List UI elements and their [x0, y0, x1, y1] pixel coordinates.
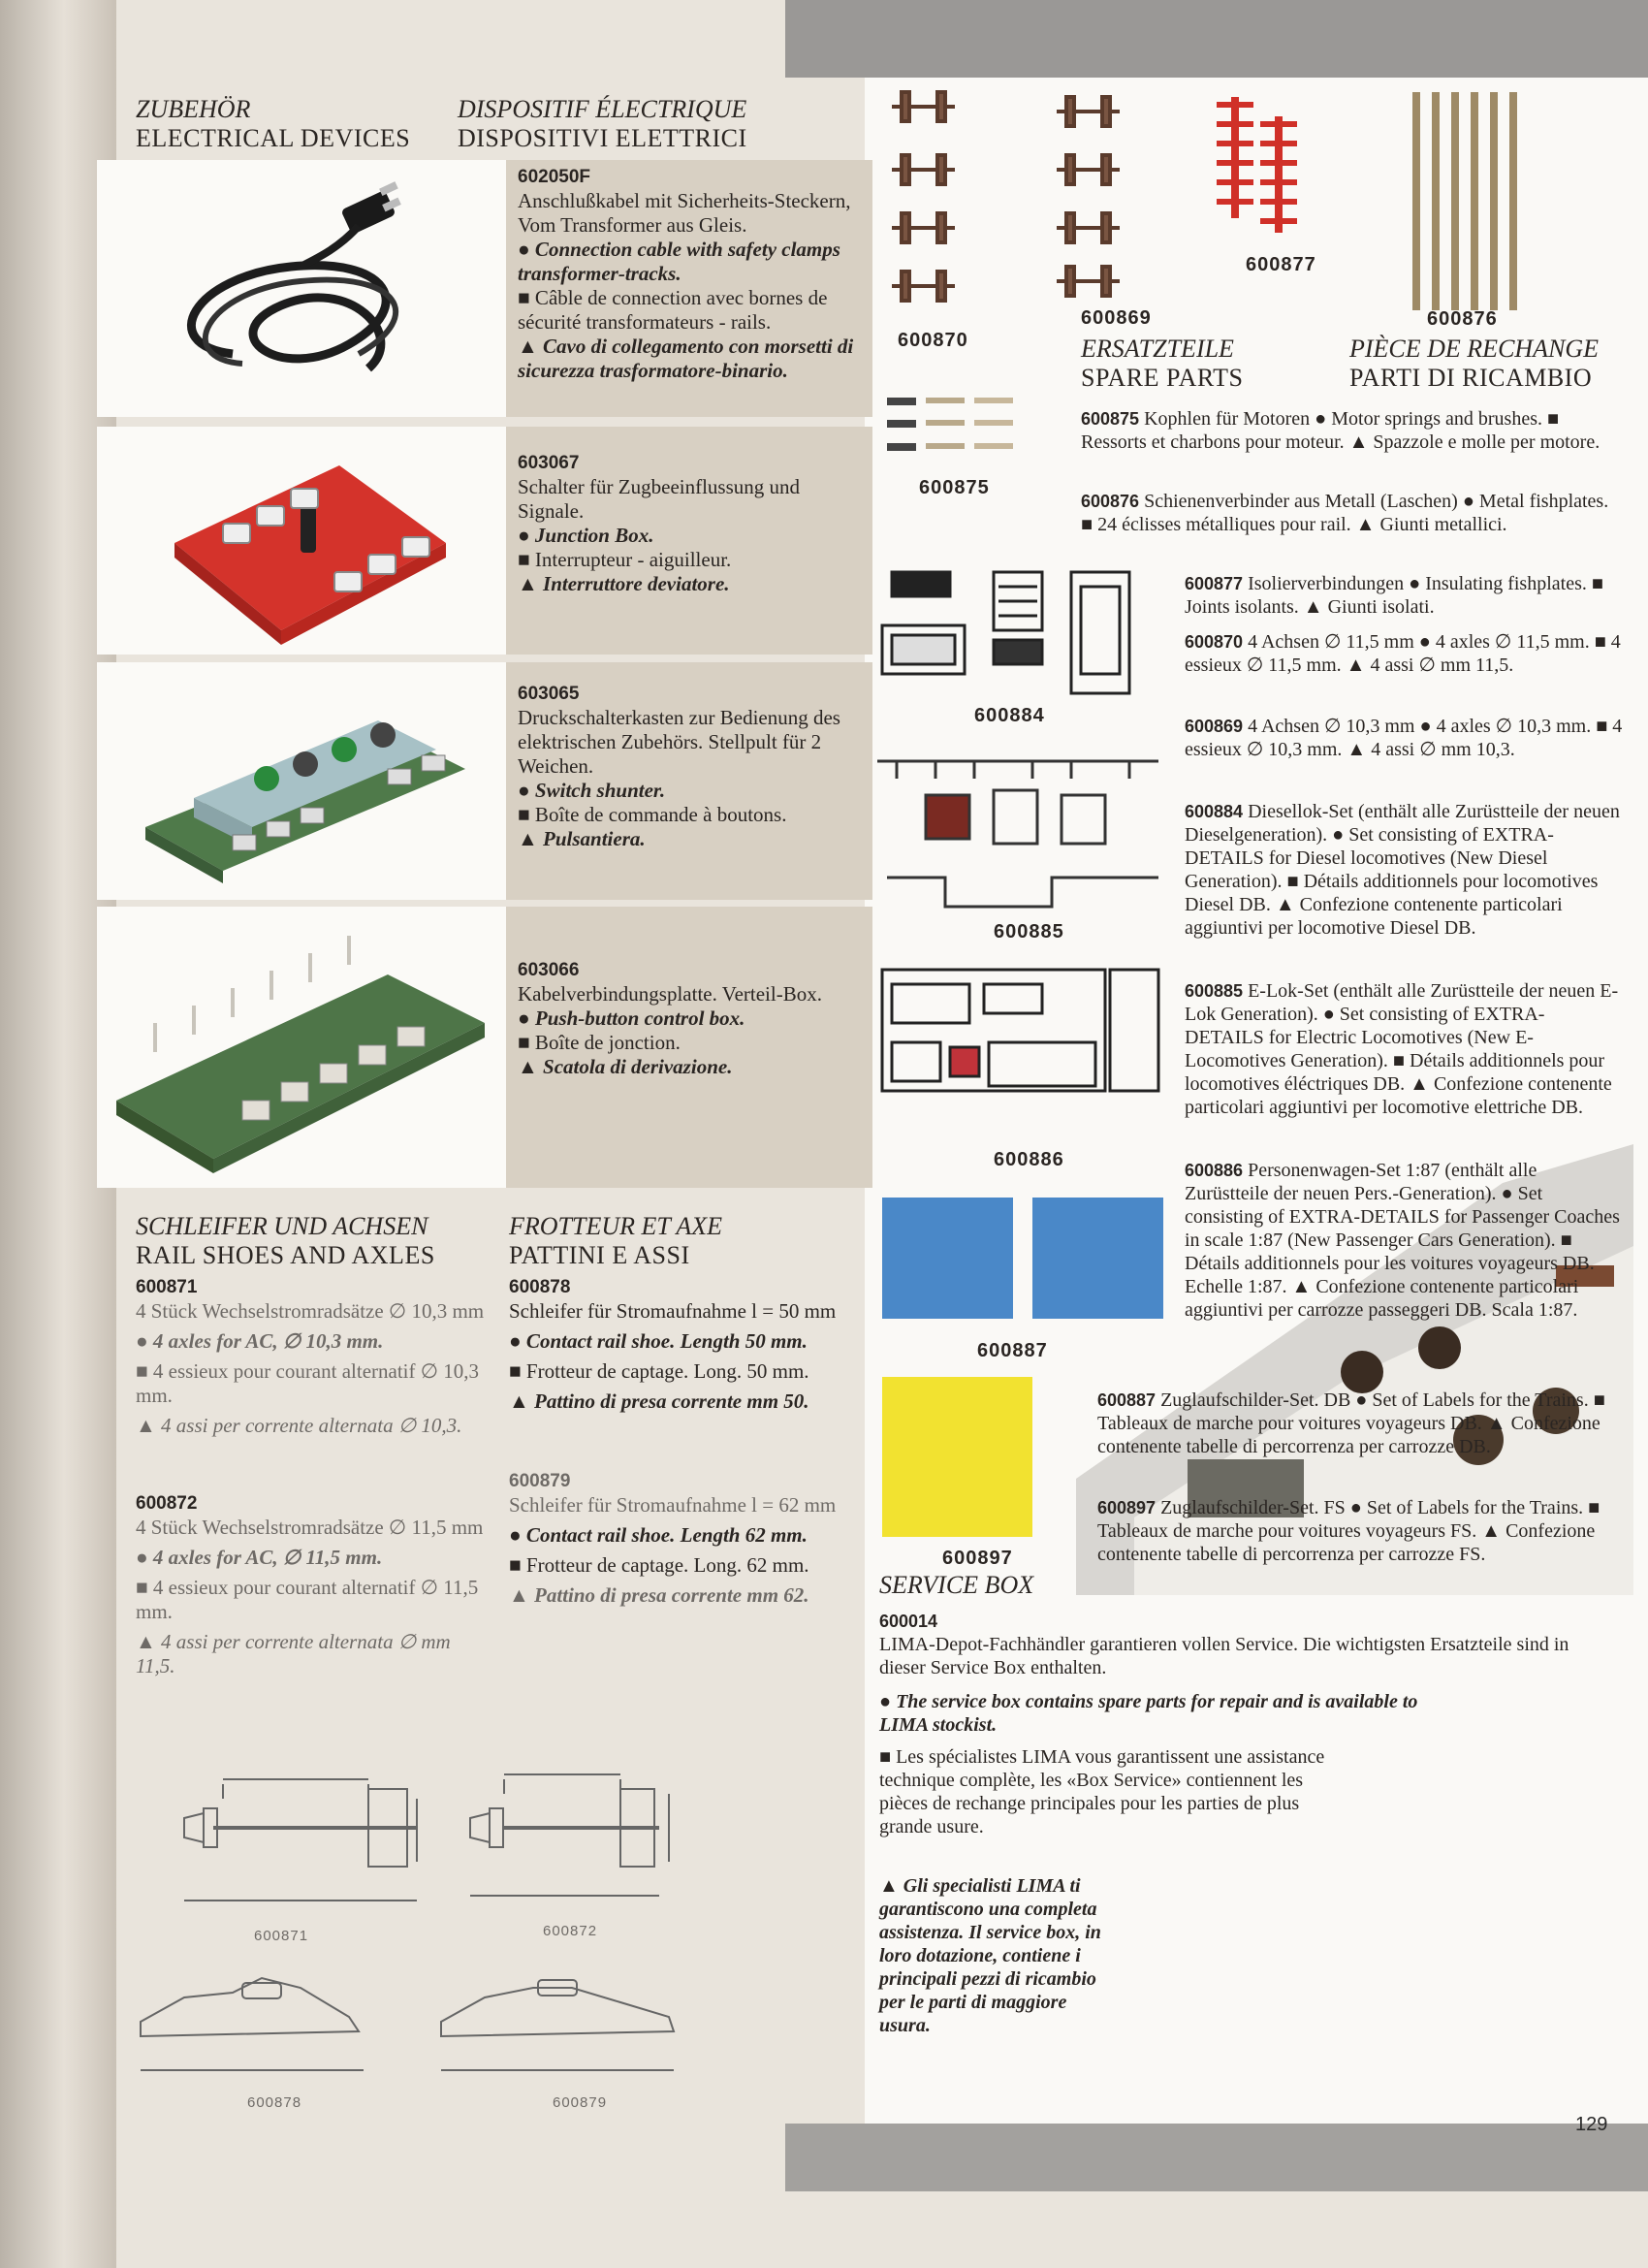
rail-shoe-drawing-600878: [141, 1978, 364, 2070]
top-grey-band: [785, 0, 1648, 78]
spare-entry-600876: 600876 Schienenverbinder aus Metall (Laschen) ● Metal fishplates. ■ 24 éclisses métalliques pour rail. ▲ Giunti metallici.: [1081, 491, 1609, 535]
junction-box-image: [97, 427, 506, 655]
photo-label-600870: 600870: [898, 330, 968, 351]
spare-title-it: PARTI DI RICAMBIO: [1349, 364, 1593, 392]
labels-600887-image: [882, 1198, 1163, 1319]
desc-it: ▲ Scatola di derivazione.: [518, 1055, 733, 1078]
spare-entry-600869: 600869 4 Achsen ∅ 10,3 mm ● 4 axles ∅ 10,3 mm. ■ 4 essieux ∅ 10,3 mm. ▲ 4 assi ∅ mm 10,3.: [1185, 716, 1623, 760]
desc-it: ▲ Pattino di presa corrente mm 50.: [509, 1390, 809, 1413]
desc-de: Schleifer für Stromaufnahme l = 50 mm: [509, 1299, 837, 1323]
photo-label-600897: 600897: [942, 1548, 1013, 1569]
photo-label-600877: 600877: [1246, 254, 1316, 275]
product-code: 602050F: [518, 167, 591, 187]
spare-title-en: SPARE PARTS: [1081, 364, 1244, 392]
entry-602050F: [518, 165, 862, 383]
desc-fr: ■ Boîte de jonction.: [518, 1031, 681, 1054]
spare-entry-600885: 600885 E-Lok-Set (enthält alle Zurüstteile der neuen E-Lok Generation). ● Set consisting of EXTRA-DETAILS for Electric Locomotives (New E-Locomotives Generation). ■ Détails additionnels pour locomotives éléctriques DB. ▲ Confezione contenente particolari aggiuntivi per locomotive elettriche DB.: [1185, 980, 1619, 1118]
technical-drawings: [126, 1707, 863, 2124]
product-code: 603066: [518, 960, 580, 980]
desc-fr: ■ Frotteur de captage. Long. 50 mm.: [509, 1359, 809, 1383]
rail-title-it: PATTINI E ASSI: [509, 1241, 690, 1269]
service-box-it-block: [879, 1874, 1122, 2037]
photo-panel-603066: [97, 907, 506, 1188]
rail-title-fr: FROTTEUR ET AXE: [509, 1212, 723, 1240]
axles-600869-image: [1057, 97, 1120, 296]
desc-de: 4 Stück Wechselstromradsätze ∅ 11,5 mm: [136, 1516, 484, 1539]
drawing-label-600871: 600871: [254, 1928, 309, 1944]
entry-600872: [136, 1491, 485, 1678]
desc-it: ▲ Pattino di presa corrente mm 62.: [509, 1583, 809, 1607]
photo-label-600887: 600887: [977, 1340, 1048, 1361]
service-box-title: SERVICE BOX: [879, 1571, 1034, 1599]
service-box-entry: [879, 1610, 1587, 1679]
axles-600870-image: [892, 92, 955, 301]
product-code: 600879: [509, 1471, 571, 1491]
section-header-electrical-fr-it: [458, 95, 747, 153]
product-code: 600014: [879, 1612, 938, 1631]
photo-label-600875: 600875: [919, 477, 990, 498]
service-desc-en: ● The service box contains spare parts for repair and is available to LIMA stockist.: [879, 1691, 1418, 1736]
rail-title-en: RAIL SHOES AND AXLES: [136, 1241, 435, 1269]
service-box-fr-block: [879, 1745, 1354, 1838]
photo-label-600876: 600876: [1427, 308, 1498, 330]
spare-entry-600877: 600877 Isolierverbindungen ● Insulating fishplates. ■ Joints isolants. ▲ Giunti isolati.: [1185, 573, 1603, 618]
spare-entry-600886: 600886 Personenwagen-Set 1:87 (enthält alle Zurüstteile der neuen Pers.-Generation). ● Set consisting of EXTRA-DETAILS for Passenger Coaches in scale 1:87 (New Passenger Cars Generation). ■ Détails additionnels pour les voitures voyageurs DB. Echelle 1:87. ▲ Confezione contenente particolari aggiuntivi per carrozze passeggeri DB. Scala 1:87.: [1185, 1160, 1620, 1321]
entry-603067: [518, 451, 862, 596]
desc-en: ● Switch shunter.: [518, 779, 666, 802]
photo-label-600885: 600885: [994, 921, 1064, 942]
photo-panel-603065: [97, 662, 506, 900]
desc-en: ● Connection cable with safety clamps transformer-tracks.: [518, 238, 840, 285]
product-code: 600871: [136, 1277, 198, 1297]
desc-fr: ■ Câble de connection avec bornes de sécurité transformateurs - rails.: [518, 286, 828, 334]
spare-entry-600897: 600897 Zuglaufschilder-Set. FS ● Set of Labels for the Trains. ■ Tableaux de marche pour voitures voyageurs FS. ▲ Confezione contenente tabelle di percorrenza per carrozze FS.: [1097, 1497, 1600, 1565]
desc-it: ▲ 4 assi per corrente alternata ∅ 10,3.: [136, 1414, 462, 1437]
header-title-de: ZUBEHÖR: [136, 95, 251, 123]
desc-en: ● Contact rail shoe. Length 50 mm.: [509, 1329, 808, 1353]
header-title-fr: DISPOSITIF ÉLECTRIQUE: [458, 95, 747, 123]
spare-entry-600887: 600887 Zuglaufschilder-Set. DB ● Set of Labels for the Trains. ■ Tableaux de marche pour voitures voyageurs DB. ▲ Confezione contenente tabelle di percorrenza per carrozze DB.: [1097, 1390, 1605, 1457]
passenger-set-600886-image: [882, 970, 1158, 1091]
service-desc-de: LIMA-Depot-Fachhändler garantieren vollen Service. Die wichtigsten Ersatzteile sind in dieser Service Box enthalten.: [879, 1634, 1569, 1678]
section-header-electrical: [136, 95, 410, 153]
entry-603066: [518, 958, 862, 1079]
connection-cable-image: [97, 160, 506, 417]
desc-de: Anschlußkabel mit Sicherheits-Steckern, Vom Transformer aus Gleis.: [518, 189, 851, 237]
desc-en: ● 4 axles for AC, ∅ 10,3 mm.: [136, 1329, 384, 1353]
desc-fr: ■ 4 essieux pour courant alternatif ∅ 10,3 mm.: [136, 1359, 480, 1407]
product-code: 603067: [518, 453, 580, 473]
desc-it: ▲ Cavo di collegamento con morsetti di sicurezza trasformatore-binario.: [518, 335, 854, 382]
labels-600897-image: [882, 1377, 1032, 1537]
electric-set-600885-image: [877, 761, 1158, 907]
photo-panel-603067: [97, 427, 506, 655]
desc-en: ● Push-button control box.: [518, 1006, 745, 1030]
photo-label-600886: 600886: [994, 1149, 1064, 1170]
entry-600878: [509, 1275, 863, 1414]
desc-en: ● 4 axles for AC, ∅ 11,5 mm.: [136, 1546, 383, 1569]
axle-drawing-600871: [184, 1779, 417, 1901]
section-header-spare-fr-it: [1349, 335, 1599, 393]
product-code: 603065: [518, 684, 580, 704]
desc-de: Kabelverbindungsplatte. Verteil-Box.: [518, 982, 822, 1006]
axle-drawing-600872: [470, 1774, 669, 1896]
photo-panel-602050F: [97, 160, 506, 417]
spare-title-de: ERSATZTEILE: [1081, 335, 1234, 363]
photo-label-600869: 600869: [1081, 307, 1152, 329]
product-code: 600872: [136, 1493, 198, 1514]
switch-shunter-image: [97, 662, 506, 900]
motor-springs-600875-image: [887, 398, 1013, 451]
photo-label-600884: 600884: [974, 705, 1045, 726]
metal-fishplates-600876-image: [1412, 92, 1517, 310]
spare-entry-600870: 600870 4 Achsen ∅ 11,5 mm ● 4 axles ∅ 11,5 mm. ■ 4 essieux ∅ 11,5 mm. ▲ 4 assi ∅ mm 11,5.: [1185, 631, 1621, 676]
desc-de: Schleifer für Stromaufnahme l = 62 mm: [509, 1493, 837, 1517]
insulating-fishplates-600877-image: [1217, 97, 1297, 233]
entry-603065: [518, 682, 862, 851]
service-desc-it: ▲ Gli specialisti LIMA ti garantiscono una completa assistenza. Il service box, in loro dotazione, contiene i principali pezzi di ricambio per le parti di maggiore usura.: [879, 1875, 1101, 2036]
service-box-en-block: [879, 1690, 1461, 1737]
drawing-label-600879: 600879: [553, 2094, 608, 2111]
header-title-en: ELECTRICAL DEVICES: [136, 124, 411, 152]
spare-title-fr: PIÈCE DE RECHANGE: [1349, 335, 1600, 363]
desc-it: ▲ Pulsantiera.: [518, 827, 646, 850]
desc-de: Schalter für Zugbeeinflussung und Signale.: [518, 475, 801, 523]
rail-title-de: SCHLEIFER UND ACHSEN: [136, 1212, 428, 1240]
page-number: 129: [1575, 2114, 1608, 2135]
control-box-image: [97, 907, 506, 1188]
section-header-rail-shoes: [136, 1212, 435, 1270]
desc-de: 4 Stück Wechselstromradsätze ∅ 10,3 mm: [136, 1299, 485, 1323]
spare-entry-600875: 600875 Kophlen für Motoren ● Motor springs and brushes. ■ Ressorts et charbons pour moteur. ▲ Spazzole e molle per motore.: [1081, 408, 1600, 453]
service-desc-fr: ■ Les spécialistes LIMA vous garantissent une assistance technique complète, les «Box Service» contiennent les pièces de rechange principales pour les parties de plus grande usure.: [879, 1746, 1325, 1837]
desc-fr: ■ 4 essieux pour courant alternatif ∅ 11,5 mm.: [136, 1576, 479, 1623]
desc-fr: ■ Boîte de commande à boutons.: [518, 803, 787, 826]
desc-en: ● Junction Box.: [518, 524, 654, 547]
desc-de: Druckschalterkasten zur Bedienung des elektrischen Zubehörs. Stellpult für 2 Weichen.: [518, 706, 840, 778]
entry-600871: [136, 1275, 485, 1438]
bottom-grey-band: [785, 2124, 1648, 2191]
section-header-rail-shoes-fr-it: [509, 1212, 722, 1270]
drawing-label-600878: 600878: [247, 2094, 302, 2111]
section-header-spare: [1081, 335, 1244, 393]
product-code: 600878: [509, 1277, 571, 1297]
desc-en: ● Contact rail shoe. Length 62 mm.: [509, 1523, 808, 1547]
rail-shoe-drawing-600879: [441, 1980, 674, 2070]
drawing-label-600872: 600872: [543, 1923, 598, 1939]
entry-600879: [509, 1469, 863, 1608]
desc-fr: ■ Frotteur de captage. Long. 62 mm.: [509, 1553, 809, 1577]
desc-it: ▲ Interruttore deviatore.: [518, 572, 730, 595]
diesel-set-600884-image: [882, 572, 1129, 693]
header-title-it: DISPOSITIVI ELETTRICI: [458, 124, 747, 152]
desc-fr: ■ Interrupteur - aiguilleur.: [518, 548, 732, 571]
desc-it: ▲ 4 assi per corrente alternata ∅ mm 11,5.: [136, 1630, 451, 1677]
spare-entry-600884: 600884 Diesellok-Set (enthält alle Zurüstteile der neuen Dieselgeneration). ● Set consisting of EXTRA-DETAILS for Diesel locomotives (New Diesel Generation). ■ Détails additionnels pour locomotives Diesel DB. ▲ Confezione contenente particolari aggiuntivi per locomotive Diesel DB.: [1185, 801, 1620, 939]
